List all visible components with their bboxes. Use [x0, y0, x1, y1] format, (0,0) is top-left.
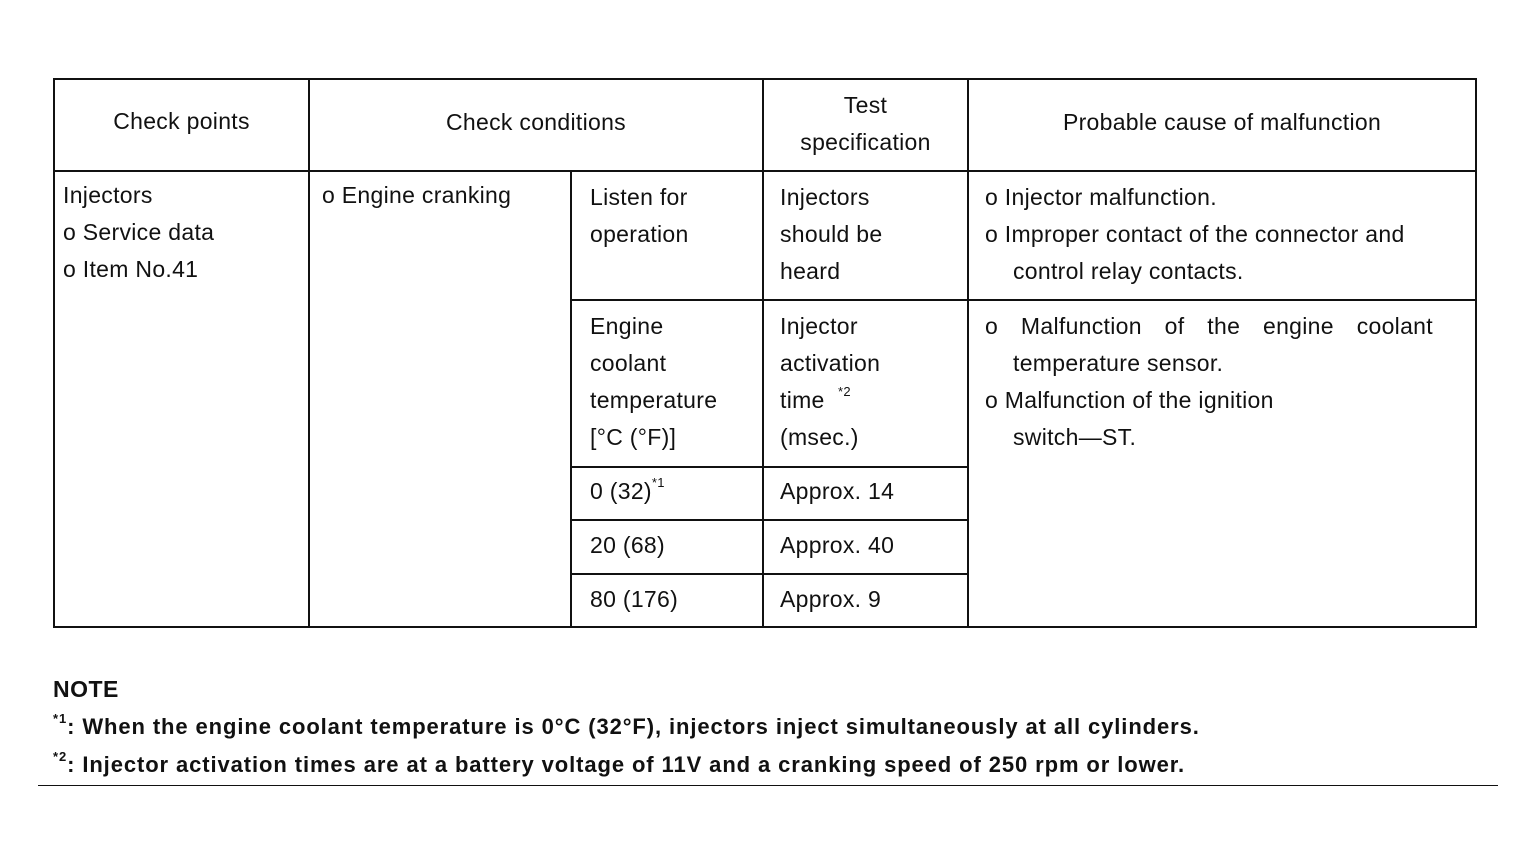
listen-condition-line: operation	[590, 221, 689, 247]
column-divider-2	[570, 170, 572, 628]
listen-spec-line: should be	[780, 221, 883, 247]
row-divider-listen	[570, 299, 1477, 301]
footnote-marker-1: *1	[651, 475, 665, 491]
note-line-2	[53, 748, 1185, 778]
row-divider-temp-1	[570, 466, 969, 468]
check-point-item: o Service data	[63, 219, 215, 245]
temp-value-cell: 80 (176)	[590, 586, 679, 612]
word: the	[1207, 313, 1241, 339]
note-text-2: : Injector activation times are at a battery voltage of 11V and a cranking speed of 250 rpm or lower.	[67, 752, 1185, 777]
temp-condition-line: Engine	[590, 313, 664, 339]
column-divider-1	[308, 78, 310, 628]
temp-spec-line: Injector	[780, 313, 858, 339]
header-check-conditions: Check conditions	[446, 109, 626, 135]
temp-spec-time: time	[780, 387, 825, 413]
temp-cause-line: switch—ST.	[1013, 424, 1137, 450]
temp-cause-cell	[985, 308, 1433, 456]
note-title: NOTE	[53, 676, 119, 702]
listen-cause-line: control relay contacts.	[1013, 258, 1244, 284]
listen-spec-cell	[780, 179, 882, 290]
check-points-cell	[63, 177, 214, 288]
temp-cause-line: o Malfunction of the ignition	[985, 387, 1274, 413]
listen-cause-cell	[985, 179, 1405, 290]
time-value-cell: Approx. 9	[780, 586, 882, 612]
listen-cause-line: o Injector malfunction.	[985, 184, 1217, 210]
temp-value-cell	[590, 473, 665, 510]
table-border-left	[53, 78, 55, 628]
temp-spec-cell	[780, 308, 880, 456]
note-text-1: : When the engine coolant temperature is 0°C (32°F), injectors inject simultaneously at all cylinders.	[67, 714, 1200, 739]
header-test-line2: specification	[800, 129, 931, 155]
temp-condition-line: temperature	[590, 387, 718, 413]
temp-cause-line: temperature sensor.	[1013, 350, 1224, 376]
time-value-cell: Approx. 14	[780, 478, 895, 504]
word: of	[1164, 313, 1185, 339]
note-line-1	[53, 710, 1200, 740]
word: coolant	[1356, 313, 1433, 339]
word: engine	[1263, 313, 1334, 339]
temp-spec-line: (msec.)	[780, 424, 859, 450]
temp-cause-line-justified	[985, 308, 1433, 345]
note-marker-2: *2	[53, 748, 68, 764]
table-border-top	[53, 78, 1477, 80]
page-bottom-rule	[38, 785, 1498, 786]
row-divider-temp-3	[570, 573, 969, 575]
time-value-cell: Approx. 40	[780, 532, 895, 558]
footnote-marker-2: *2	[838, 384, 851, 400]
table-border-bottom	[53, 626, 1477, 628]
header-test-line1: Test	[843, 92, 888, 118]
temp-spec-line	[780, 382, 880, 419]
temp-value-cell: 20 (68)	[590, 532, 665, 558]
header-test-specification	[764, 87, 967, 161]
row-divider-temp-2	[570, 519, 969, 521]
listen-spec-line: Injectors	[780, 184, 870, 210]
listen-cause-line: o Improper contact of the connector and	[985, 221, 1405, 247]
header-divider	[53, 170, 1477, 172]
check-point-title: Injectors	[63, 182, 153, 208]
temp-spec-line: activation	[780, 350, 881, 376]
temp-value: 0 (32)	[590, 478, 652, 504]
temp-condition-cell	[590, 308, 717, 456]
column-divider-4	[967, 78, 969, 628]
check-point-item: o Item No.41	[63, 256, 199, 282]
table-border-right	[1475, 78, 1477, 628]
note-marker-1: *1	[53, 710, 68, 726]
check-condition-cell: o Engine cranking	[322, 182, 512, 208]
listen-condition-line: Listen for	[590, 184, 688, 210]
listen-condition-cell	[590, 179, 689, 253]
temp-condition-line: coolant	[590, 350, 667, 376]
header-probable-cause: Probable cause of malfunction	[1062, 109, 1382, 135]
temp-condition-line: [°C (°F)]	[590, 424, 677, 450]
word: o	[985, 313, 999, 339]
header-check-points: Check points	[113, 108, 250, 134]
listen-spec-line: heard	[780, 258, 841, 284]
word: Malfunction	[1020, 313, 1142, 339]
